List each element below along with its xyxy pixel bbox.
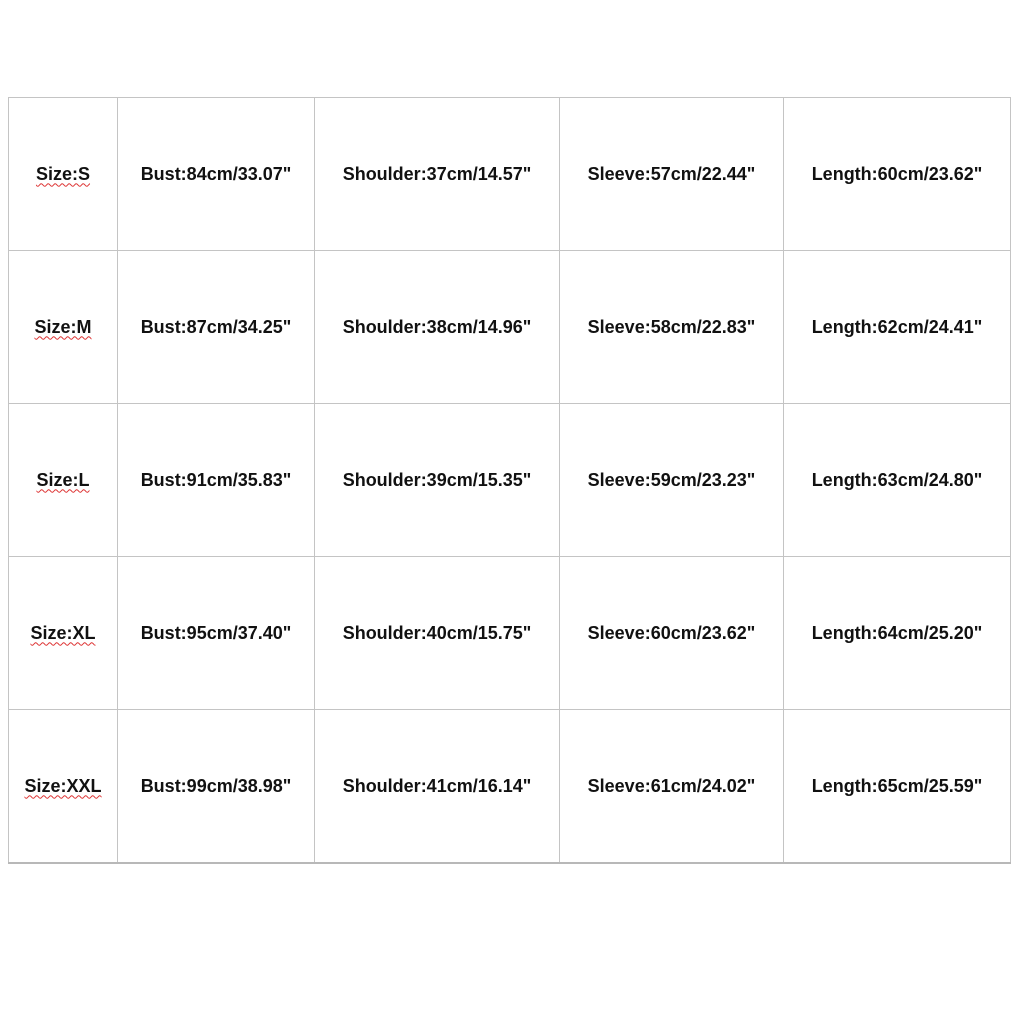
shoulder-cell: Shoulder:38cm/14.96" <box>315 251 560 404</box>
size-label: Size:L <box>36 469 90 490</box>
size-label: Size:XXL <box>24 775 102 796</box>
length-cell: Length:65cm/25.59" <box>784 710 1011 864</box>
sleeve-cell: Sleeve:59cm/23.23" <box>560 404 784 557</box>
size-cell <box>9 404 118 557</box>
size-cell <box>9 710 118 864</box>
bust-cell: Bust:87cm/34.25" <box>118 251 315 404</box>
sleeve-cell: Sleeve:60cm/23.62" <box>560 557 784 710</box>
sleeve-cell: Sleeve:57cm/22.44" <box>560 98 784 251</box>
length-cell: Length:63cm/24.80" <box>784 404 1011 557</box>
size-label: Size:XL <box>30 622 96 643</box>
size-cell <box>9 98 118 251</box>
size-cell <box>9 557 118 710</box>
sleeve-cell: Sleeve:61cm/24.02" <box>560 710 784 864</box>
length-cell: Length:64cm/25.20" <box>784 557 1011 710</box>
size-label: Size:S <box>35 163 91 184</box>
shoulder-cell: Shoulder:39cm/15.35" <box>315 404 560 557</box>
size-chart-table <box>8 97 1011 864</box>
sleeve-cell: Sleeve:58cm/22.83" <box>560 251 784 404</box>
length-cell: Length:62cm/24.41" <box>784 251 1011 404</box>
table-row <box>9 98 1011 251</box>
bust-cell: Bust:99cm/38.98" <box>118 710 315 864</box>
size-label: Size:M <box>34 316 92 337</box>
shoulder-cell: Shoulder:41cm/16.14" <box>315 710 560 864</box>
table-row <box>9 557 1011 710</box>
shoulder-cell: Shoulder:40cm/15.75" <box>315 557 560 710</box>
table-row <box>9 404 1011 557</box>
table-row <box>9 710 1011 864</box>
size-cell <box>9 251 118 404</box>
length-cell: Length:60cm/23.62" <box>784 98 1011 251</box>
bust-cell: Bust:95cm/37.40" <box>118 557 315 710</box>
bust-cell: Bust:91cm/35.83" <box>118 404 315 557</box>
bust-cell: Bust:84cm/33.07" <box>118 98 315 251</box>
table-row <box>9 251 1011 404</box>
shoulder-cell: Shoulder:37cm/14.57" <box>315 98 560 251</box>
